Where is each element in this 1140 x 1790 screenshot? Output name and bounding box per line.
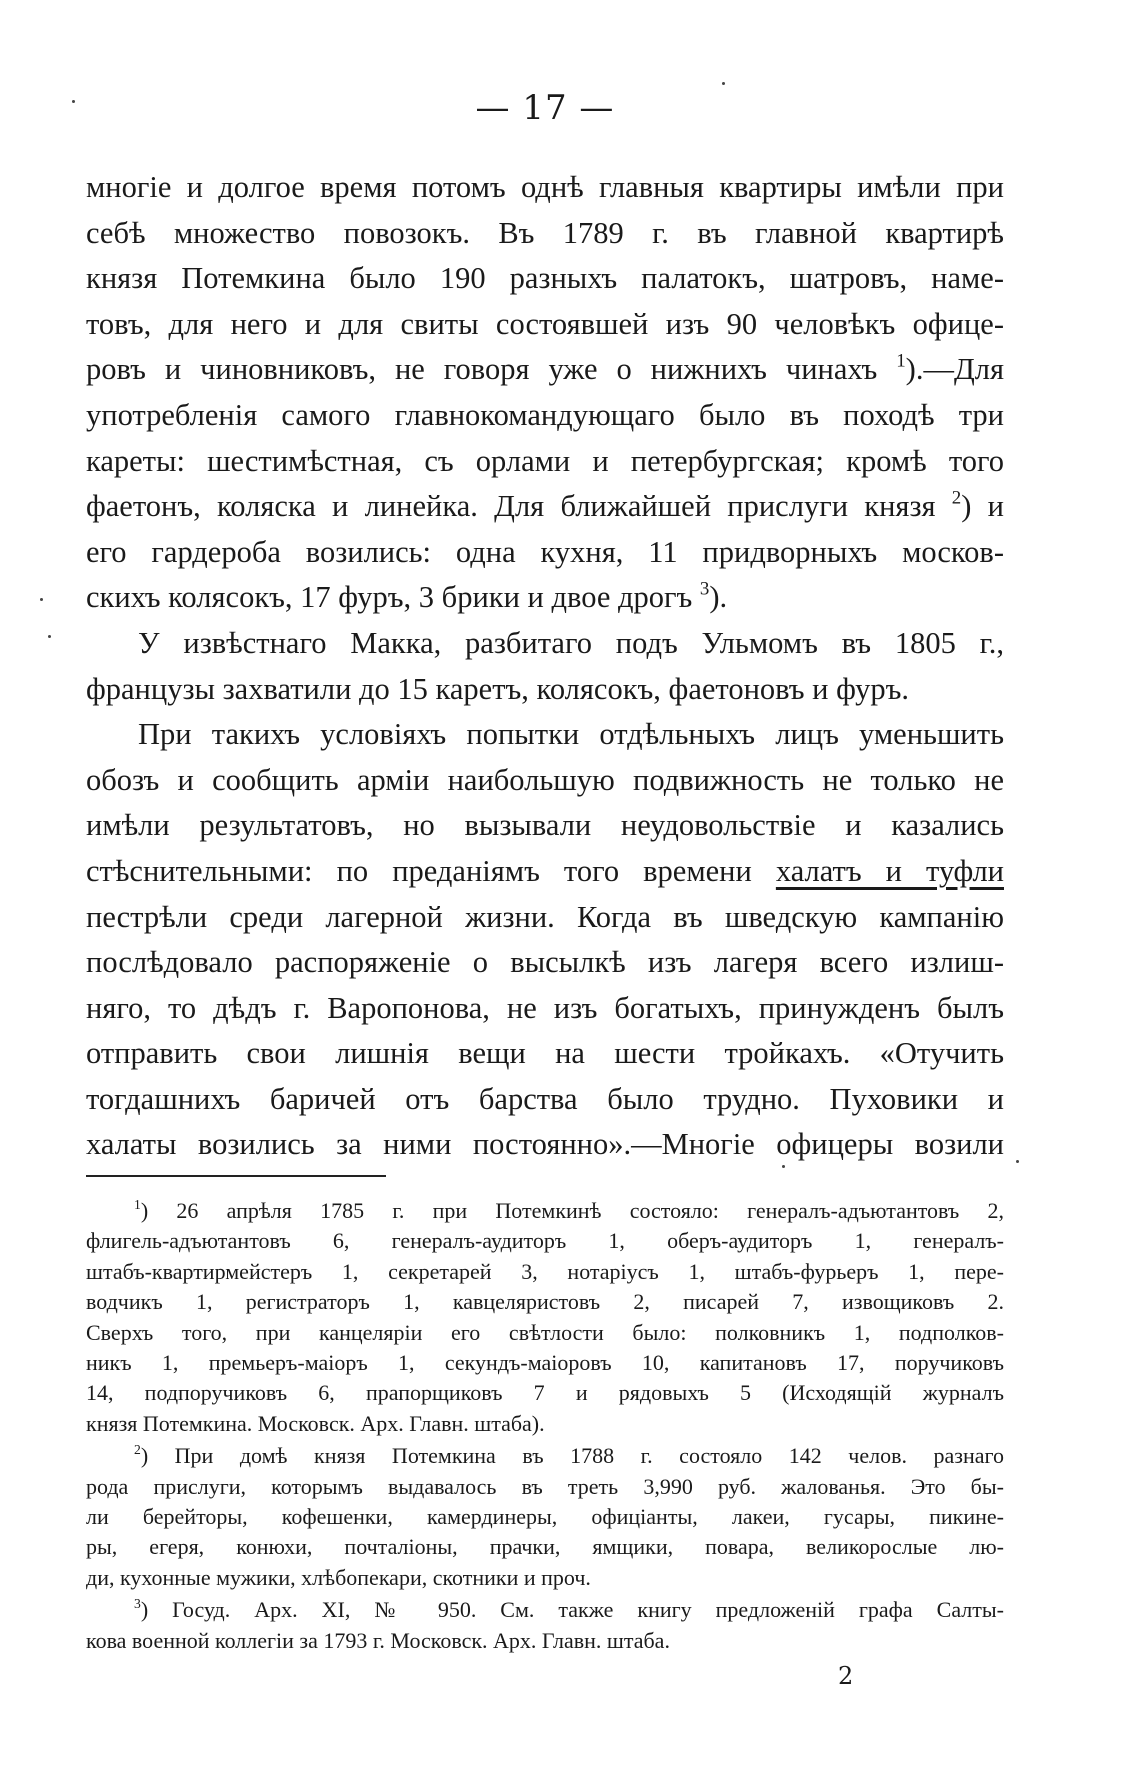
footnote-1: $^1$) 26 апрѣля 1785 г. при Потемкинѣ состояло: генералъ-адъютантовъ 2, флигель-адъютантовъ 6, генералъ-аудиторъ 1, оберъ-аудиторъ 1, генералъ- штабъ-квартирмейстеръ 1, секретарей 3, нотаріусъ 1, штабъ-фурьеръ 1, пере- водчикъ 1, регистраторъ 1, кавцеляристовъ 2, писарей 7, извощиковъ 2. Сверхъ того, при канцеляріи его свѣтлости было: полковникъ 1, подполков- никъ 1, премьеръ-маіоръ 1, секундъ-маіоровъ 10, капитановъ 17, поручиковъ 14, подпоручиковъ 6, прапорщиковъ 7 и рядовыхъ 5 (Исходящій журналъ князя Потемкина. Московск. Арх. Главн. штаба).: [86, 1197, 1004, 1436]
text-line: У извѣстнаго Макка, разбитаго подъ Ульмомъ въ 1805 г.,: [138, 625, 1004, 660]
text-line: имѣли результатовъ, но вызывали неудовольствіе и казались: [86, 808, 1004, 843]
text-line: няго, то дѣдъ г. Варопонова, не изъ богатыхъ, принужденъ былъ: [86, 990, 1004, 1025]
footnote-2: $^2$) При домѣ князя Потемкина въ 1788 г. состояло 142 челов. разнаго рода прислуги, которымъ выдавалось въ треть 3,990 руб. жалованья. Это бы- ли берейторы, кофешенки, камердинеры, офиціанты, лакеи, гусары, пикинe- ры, егеря, конюхи, почталіоны, прачки, ямщики, повара, великорослые лю- ди, кухонные мужики, хлѣбопекари, скотники и проч.: [86, 1442, 1004, 1590]
footnote-divider: [86, 1175, 386, 1177]
underlined-phrase: халатъ и туфли: [775, 853, 1004, 888]
speck: [72, 100, 75, 103]
footnote-ref-2: 2: [951, 487, 962, 509]
text-line: халаты возились за ними постоянно».—Многіе офицеры возили: [86, 1127, 1004, 1162]
text-line: себѣ множество повозокъ. Въ 1789 г. въ главной квартирѣ: [86, 215, 1004, 250]
footnote-3: $^3$) Госуд. Арх. XI, № 950. См. также книгу предложеній графа Салты- кова военной коллегіи за 1793 г. Московск. Арх. Главн. штаба.: [86, 1596, 1004, 1653]
speck: [40, 598, 43, 601]
text-line: стѣснительными: по преданіямъ того времени халатъ и туфли: [86, 853, 1004, 888]
text-line: При такихъ условіяхъ попытки отдѣльныхъ лицъ уменьшить: [138, 717, 1004, 752]
text-line: ровъ и чиновниковъ, не говоря уже о нижнихъ чинахъ $^1$).—Для: [86, 351, 1005, 387]
text-line: товъ, для него и для свиты состоявшей изъ 90 человѣкъ офице-: [86, 306, 1004, 341]
text-line: послѣдовало распоряженіе о высылкѣ изъ лагеря всего излиш-: [86, 945, 1004, 980]
text-line: обозъ и сообщить арміи наибольшую подвижность не только не: [86, 762, 1004, 797]
footnote-ref-1: 1: [896, 351, 906, 373]
text-line: французы захватили до 15 каретъ, колясокъ, фаетоновъ и фуръ.: [86, 671, 910, 706]
text-line: многіе и долгое время потомъ однѣ главныя квартиры имѣли при: [86, 170, 1004, 204]
text-line: тогдашнихъ баричей отъ барства было трудно. Пуховики и: [86, 1081, 1004, 1116]
text-line: употребленія самого главнокомандующаго было въ походѣ три: [86, 397, 1004, 432]
text-line: отправить свои лишнія вещи на шести тройкахъ. «Отучить: [86, 1036, 1004, 1071]
text-line: пестрѣли среди лагерной жизни. Когда въ шведскую кампанію: [86, 899, 1004, 934]
text-line: кареты: шестимѣстная, съ орлами и петербургская; кромѣ того: [86, 443, 1004, 478]
speck: [48, 635, 51, 638]
text-line: его гардероба возились: одна кухня, 11 придворныхъ москов-: [86, 534, 1004, 569]
page-number: — 17 —: [475, 88, 615, 128]
speck: [782, 1165, 785, 1168]
text-line: скихъ колясокъ, 17 фуръ, 3 брики и двое дрогъ $^3$).: [86, 579, 728, 615]
signature-mark: 2: [838, 1662, 854, 1690]
speck: [722, 82, 725, 85]
footnote-ref-3: 3: [699, 579, 710, 601]
footnotes: [86, 1196, 1004, 1658]
text-line: фаетонъ, коляска и линейка. Для ближайшей прислуги князя $^2$) и: [86, 487, 1004, 524]
body-text: [86, 165, 1004, 1168]
speck: [1016, 1160, 1019, 1163]
text-line: князя Потемкина было 190 разныхъ палатокъ, шатровъ, наме-: [86, 261, 1004, 296]
